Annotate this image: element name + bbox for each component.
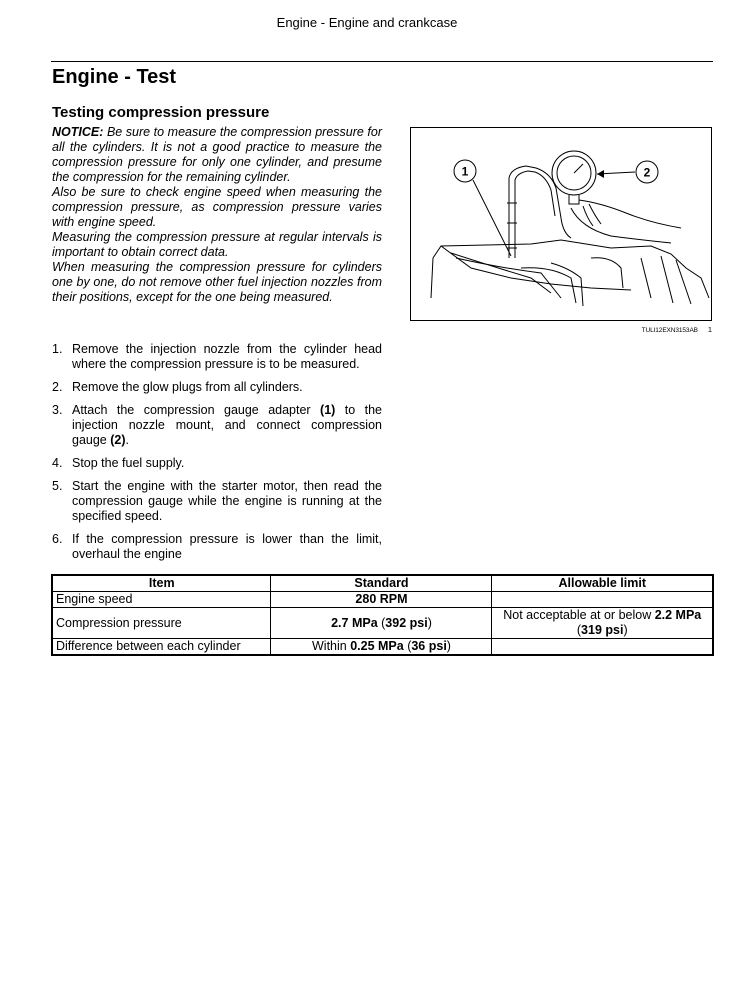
- header-allowable-limit: Allowable limit: [492, 575, 713, 592]
- value-strong: 36 psi: [411, 639, 447, 653]
- engine-outline: [431, 240, 709, 298]
- notice-paragraph-2: Also be sure to check engine speed when measuring the compression pressure, as compression pressure varies with engine speed.: [52, 185, 382, 229]
- table-row: [52, 639, 713, 656]
- value-text: Not acceptable at or below: [503, 608, 655, 622]
- leader-arrowhead: [597, 170, 604, 178]
- value-text: ): [446, 639, 451, 653]
- figure-number: 1: [707, 325, 712, 334]
- notice-paragraph-1: [52, 125, 382, 185]
- step-4: [52, 456, 382, 471]
- notice-paragraph-4: When measuring the compression pressure for cylinders one by one, do not remove other fuel injection nozzles from their positions, except for the one being measured.: [52, 260, 382, 304]
- table-header-row: [52, 575, 713, 592]
- notice-paragraph-3: Measuring the compression pressure at regular intervals is important to obtain correct data.: [52, 230, 382, 259]
- value-strong: 2.7 MPa: [331, 615, 378, 630]
- gauge-stem: [569, 195, 579, 204]
- engine-detail: [591, 256, 691, 304]
- value-text: (: [576, 623, 582, 637]
- hand-fingers: [583, 204, 601, 226]
- fuel-pipe-1: [451, 253, 551, 293]
- step-number: 1.: [52, 342, 63, 356]
- value-text: Within: [312, 639, 351, 653]
- value-strong: 392 psi: [385, 615, 428, 630]
- value-strong: 0.25 MPa: [350, 639, 404, 653]
- value-text: (: [403, 639, 412, 653]
- step-number: 4.: [52, 456, 63, 470]
- notice-label: NOTICE:: [52, 125, 104, 139]
- step-number: 3.: [52, 403, 63, 417]
- step-text: Remove the glow plugs from all cylinders.: [72, 380, 303, 394]
- step-text: .: [125, 433, 129, 447]
- fuel-pipe-2: [456, 258, 561, 298]
- table-row: [52, 592, 713, 608]
- cell-item: Compression pressure: [52, 608, 271, 639]
- running-header: Engine - Engine and crankcase: [276, 15, 458, 30]
- step-number: 5.: [52, 479, 63, 493]
- step-text: Attach the compression gauge adapter: [72, 403, 321, 417]
- specification-table: [51, 574, 714, 656]
- header-standard: Standard: [271, 575, 492, 592]
- value-strong: 319 psi: [581, 623, 624, 637]
- cell-item: Engine speed: [52, 592, 271, 608]
- callout-ref-1: (1): [320, 403, 336, 417]
- figure-caption: [560, 325, 712, 334]
- step-text: Stop the fuel supply.: [72, 456, 185, 470]
- cell-standard: [271, 639, 492, 656]
- cell-standard: [271, 608, 492, 639]
- notice-block: [52, 125, 382, 305]
- gauge-needle: [574, 164, 583, 173]
- value-strong: 280 RPM: [355, 592, 408, 606]
- figure-code: TULI12EXN3153AB: [641, 327, 698, 334]
- value-text: ): [623, 623, 628, 637]
- cell-standard: [271, 592, 492, 608]
- step-text: If the compression pressure is lower than the limit, overhaul the engine: [72, 532, 382, 561]
- cell-item: Difference between each cylinder: [52, 639, 271, 656]
- step-2: [52, 380, 382, 395]
- callout-label-2: 2: [643, 165, 651, 180]
- callout-label-1: 1: [461, 164, 469, 179]
- step-5: [52, 479, 382, 524]
- table-row: [52, 608, 713, 639]
- cell-limit: [492, 639, 713, 656]
- step-text: Start the engine with the starter motor, then read the compression gauge while the engine is running at the specified speed.: [72, 479, 382, 523]
- header-item: Item: [52, 575, 271, 592]
- section-title: Testing compression pressure: [52, 104, 270, 121]
- callout-ref-2: (2): [110, 433, 126, 447]
- cell-limit: [492, 608, 713, 639]
- value-text: ): [427, 615, 432, 630]
- step-number: 2.: [52, 380, 63, 394]
- value-text: (: [377, 615, 386, 630]
- step-text: to the injection nozzle mount, and connect compression gauge: [72, 403, 382, 447]
- hand: [571, 200, 681, 243]
- notice-text-1: Be sure to measure the compression pressure for all the cylinders. It is not a good practice to measure the compression pressure for only one cylinder, and presume the compression for the remaining cylinder.: [52, 125, 382, 184]
- figure-illustration: [411, 128, 711, 320]
- procedure-steps: [52, 342, 382, 570]
- value-strong: 2.2 MPa: [654, 608, 702, 622]
- title-rule: [51, 61, 713, 62]
- step-text: Remove the injection nozzle from the cylinder head where the compression pressure is to be measured.: [72, 342, 382, 371]
- page-title: Engine - Test: [52, 66, 177, 88]
- step-6: [52, 532, 382, 562]
- step-3: [52, 403, 382, 448]
- step-number: 6.: [52, 532, 63, 546]
- cell-limit: [492, 592, 713, 608]
- step-1: [52, 342, 382, 372]
- gauge-hose-inner: [515, 171, 555, 258]
- compression-gauge-figure: [410, 127, 712, 321]
